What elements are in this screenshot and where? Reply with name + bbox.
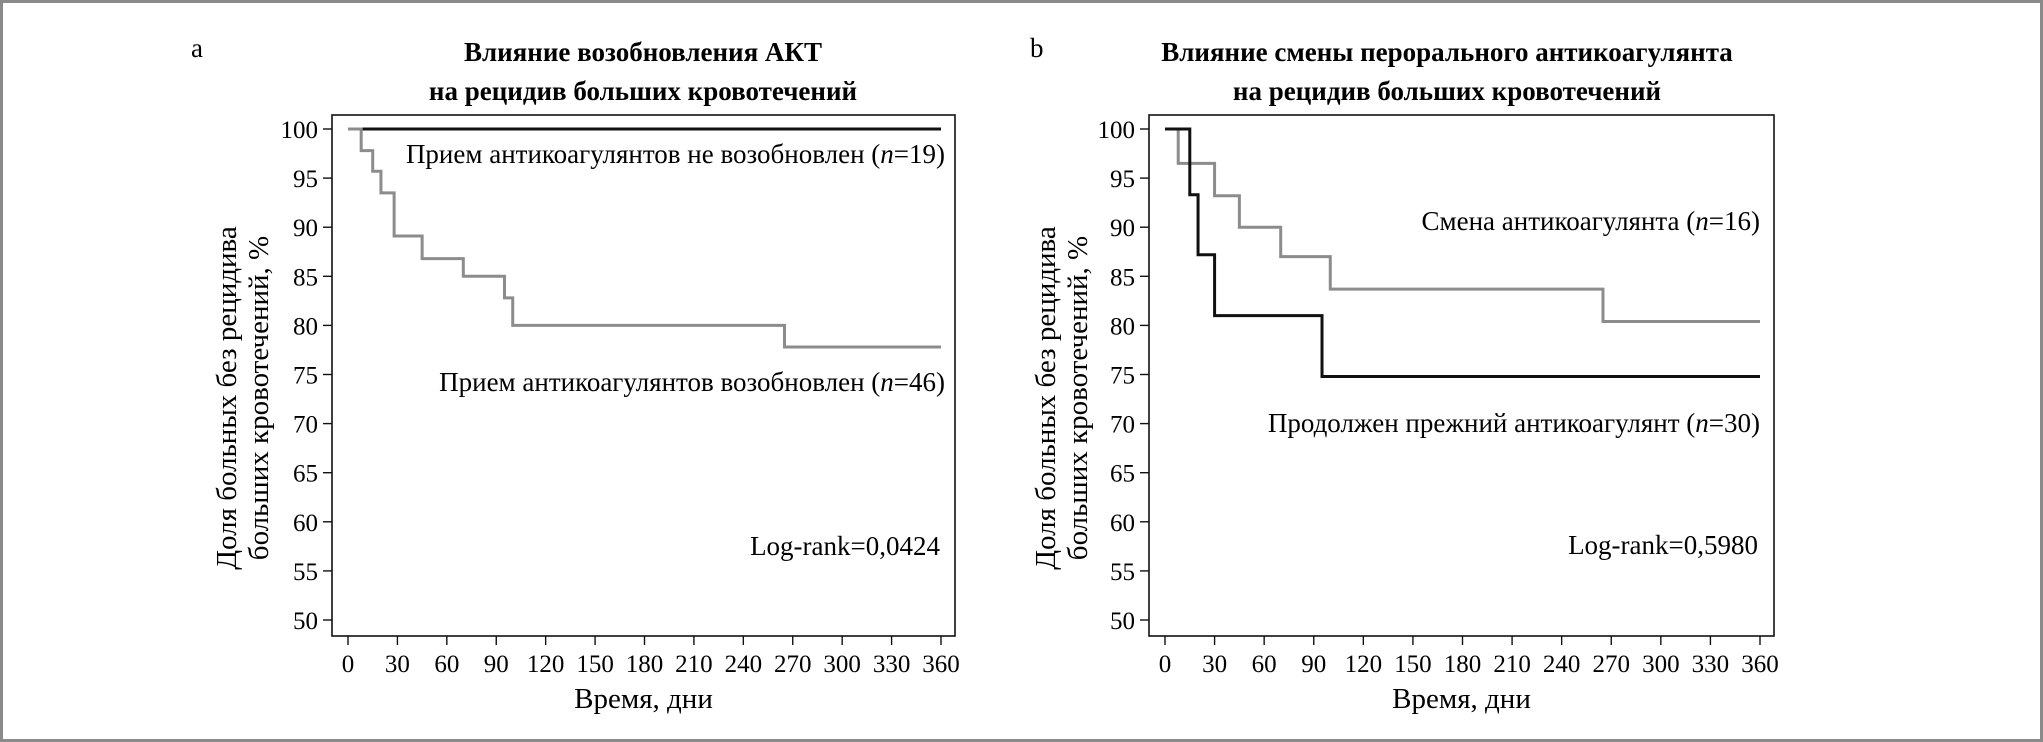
- x-tick-label: 330: [872, 651, 911, 678]
- y-axis-label-line: Доля больных без рецидива: [1030, 226, 1062, 570]
- x-tick-label: 300: [823, 651, 861, 678]
- y-tick-label: 55: [1110, 558, 1135, 586]
- series-label-n: n: [880, 139, 894, 169]
- chart-title-line: Влияние возобновления АКТ: [463, 37, 823, 67]
- series-label-text: Прием антикоагулянтов возобновлен (: [439, 367, 881, 397]
- x-tick-label: 330: [1691, 651, 1730, 678]
- series-line-1: [1165, 129, 1760, 376]
- x-axis-label: Время, дни: [1392, 683, 1531, 715]
- y-tick-label: 75: [293, 362, 318, 390]
- x-tick-label: 150: [576, 651, 614, 678]
- x-tick-label: 30: [384, 651, 410, 678]
- y-axis-label-line: Доля больных без рецидива: [211, 226, 243, 570]
- series-label-count: =46): [893, 367, 945, 397]
- x-tick-label: 210: [1493, 651, 1531, 678]
- chart-title-line: на рецидив больших кровотечений: [428, 76, 858, 106]
- y-tick-label: 65: [293, 460, 318, 488]
- x-tick-label: 240: [1542, 651, 1581, 678]
- y-axis-label-line: больших кровотечений, %: [1062, 235, 1094, 561]
- x-tick-label: 150: [1394, 651, 1432, 678]
- x-tick-label: 0: [1158, 651, 1172, 678]
- series-label: [1422, 206, 1760, 236]
- series-label-n: n: [1695, 408, 1709, 438]
- figure-canvas: [3, 3, 2040, 739]
- x-tick-label: 180: [1443, 651, 1482, 678]
- series-label-count: =30): [1708, 408, 1760, 438]
- series-label-n: n: [880, 367, 894, 397]
- x-tick-label: 360: [1741, 651, 1779, 678]
- series-label: [406, 139, 945, 169]
- y-tick-label: 70: [1110, 411, 1135, 439]
- x-tick-label: 270: [1592, 651, 1630, 678]
- log-rank-annotation: Log-rank=0,0424: [750, 531, 940, 561]
- x-tick-label: 270: [774, 651, 812, 678]
- x-tick-label: 90: [483, 651, 509, 678]
- x-tick-label: 60: [1251, 651, 1277, 678]
- y-tick-label: 90: [293, 215, 318, 243]
- x-tick-label: 90: [1301, 651, 1327, 678]
- y-tick-label: 55: [293, 558, 318, 586]
- chart-title-line: Влияние смены перорального антикоагулянта: [1161, 37, 1733, 67]
- chart-title-line: на рецидив больших кровотечений: [1232, 76, 1662, 106]
- series-label-text: Продолжен прежний антикоагулянт (: [1267, 408, 1696, 438]
- x-tick-label: 240: [724, 651, 763, 678]
- x-tick-label: 210: [675, 651, 713, 678]
- y-tick-label: 70: [293, 411, 318, 439]
- y-tick-label: 50: [1110, 608, 1135, 635]
- chart-panel-a: [191, 33, 960, 715]
- series-label-n: n: [1695, 206, 1709, 236]
- panel-label: a: [191, 33, 203, 63]
- y-axis-label-line: больших кровотечений, %: [243, 235, 275, 561]
- y-tick-label: 90: [1110, 215, 1135, 243]
- y-tick-label: 85: [1110, 264, 1135, 292]
- y-tick-label: 100: [1097, 117, 1135, 144]
- series-label: [439, 367, 945, 397]
- y-tick-label: 80: [1110, 313, 1135, 341]
- series-label-count: =16): [1708, 206, 1760, 236]
- y-tick-label: 75: [1110, 362, 1135, 390]
- x-tick-label: 60: [434, 651, 460, 678]
- series-label-text: Прием антикоагулянтов не возобновлен (: [405, 139, 881, 169]
- chart-panel-b: [1030, 33, 1779, 715]
- y-tick-label: 100: [280, 117, 318, 144]
- x-axis-label: Время, дни: [574, 683, 713, 715]
- x-tick-label: 180: [625, 651, 664, 678]
- panel-label: b: [1030, 33, 1044, 63]
- y-tick-label: 80: [293, 313, 318, 341]
- y-tick-label: 50: [293, 608, 318, 635]
- y-tick-label: 85: [293, 264, 318, 292]
- y-tick-label: 60: [293, 509, 318, 537]
- x-tick-label: 120: [1344, 651, 1383, 678]
- x-tick-label: 30: [1202, 651, 1228, 678]
- y-tick-label: 65: [1110, 460, 1135, 488]
- y-tick-label: 60: [1110, 509, 1135, 537]
- series-label-text: Смена антикоагулянта (: [1421, 206, 1696, 236]
- y-tick-label: 95: [1110, 166, 1135, 194]
- log-rank-annotation: Log-rank=0,5980: [1568, 530, 1758, 560]
- y-tick-label: 95: [293, 166, 318, 194]
- x-tick-label: 120: [526, 651, 565, 678]
- series-label-count: =19): [893, 139, 945, 169]
- x-tick-label: 0: [341, 651, 355, 678]
- x-tick-label: 300: [1642, 651, 1680, 678]
- series-label: [1268, 408, 1760, 438]
- x-tick-label: 360: [922, 651, 960, 678]
